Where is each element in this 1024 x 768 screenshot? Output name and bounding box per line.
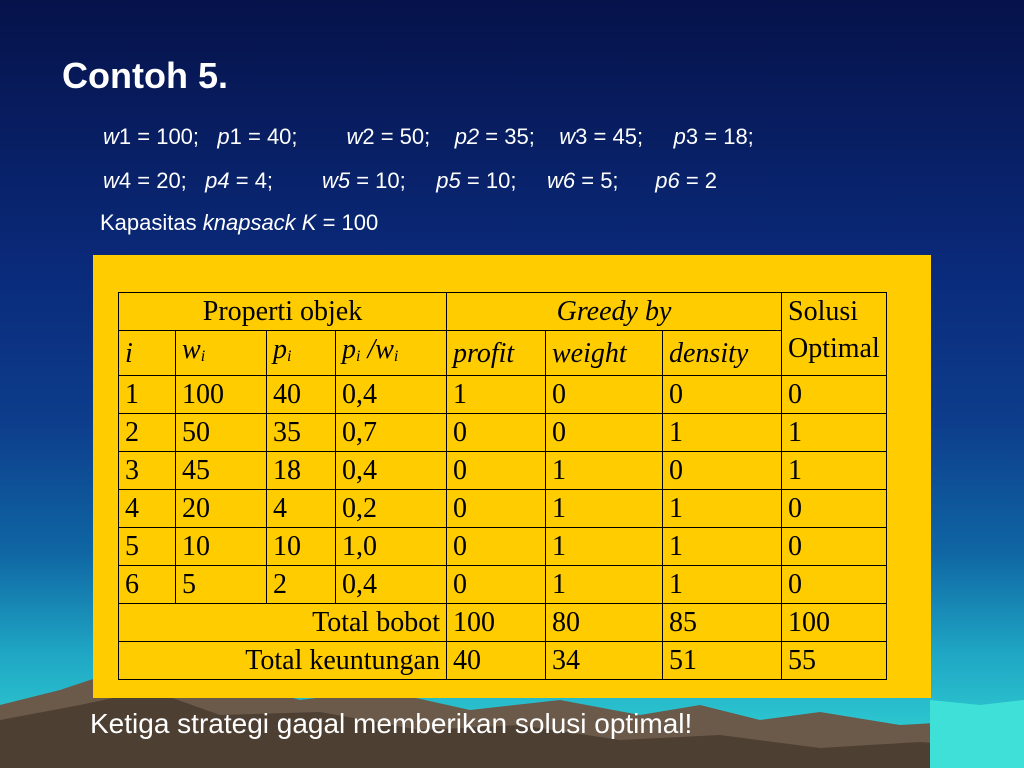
greedy-table (118, 292, 887, 680)
param-w4-val: = 20; (131, 168, 187, 193)
column-header-row (119, 331, 887, 376)
cell: 1 (546, 528, 663, 566)
param-w3-idx: 3 (575, 124, 588, 149)
cell: 1 (546, 490, 663, 528)
cell: 0 (782, 376, 887, 414)
param-w4-idx: 4 (118, 168, 132, 193)
cell: 1 (782, 452, 887, 490)
table-row (119, 528, 887, 566)
cell: 2 (119, 414, 176, 452)
cell: 34 (546, 642, 663, 680)
cell: 85 (663, 604, 782, 642)
table-row (119, 490, 887, 528)
header-pi-wi (336, 331, 447, 376)
cell: 0,7 (336, 414, 447, 452)
header-greedy-by: Greedy by (447, 293, 782, 331)
capacity-word: knapsack K (202, 210, 317, 235)
cell: 0 (546, 414, 663, 452)
param-p3-val: = 18; (698, 124, 754, 149)
cell: 0 (782, 528, 887, 566)
param-w4-var: w (103, 168, 119, 193)
param-w3-val: = 45; (587, 124, 644, 149)
param-w5-var: w5 (321, 168, 351, 193)
param-w1-var: w (103, 124, 119, 149)
header-solusi-line2: Optimal (788, 333, 880, 364)
cell: 50 (176, 414, 267, 452)
cell: 0,4 (336, 566, 447, 604)
param-p4-var: p4 (205, 168, 230, 193)
header-solusi-line1: Solusi (788, 296, 859, 327)
header-pw-sub2: i (393, 348, 399, 365)
cell: 1 (546, 566, 663, 604)
param-w2-val: = 50; (374, 124, 431, 149)
param-w2-var: w (346, 124, 363, 149)
header-pi (267, 331, 336, 376)
param-p2-var: p2 (454, 124, 480, 149)
header-wi-sub: i (200, 348, 206, 365)
cell: 0 (447, 566, 546, 604)
cell: 100 (782, 604, 887, 642)
capacity-suffix: = 100 (316, 210, 379, 235)
param-p6-var: p6 (655, 168, 680, 193)
group-header-row (119, 293, 887, 331)
cell: 40 (267, 376, 336, 414)
capacity-prefix: Kapasitas (100, 210, 203, 235)
param-w6-val: = 5; (575, 168, 619, 193)
cell: 100 (176, 376, 267, 414)
header-wi-var: w (182, 334, 201, 365)
param-w1-idx: 1 (118, 124, 132, 149)
total-bobot-label: Total bobot (119, 604, 447, 642)
cell: 10 (267, 528, 336, 566)
cell: 0 (663, 376, 782, 414)
header-pw-sub1: i (356, 348, 361, 365)
header-wi (176, 331, 267, 376)
cell: 1 (663, 490, 782, 528)
cell: 2 (267, 566, 336, 604)
param-p5-var: p5 (436, 168, 461, 193)
param-p1-var: p (217, 124, 230, 149)
header-profit: profit (447, 331, 546, 376)
slide-title: Contoh 5. (62, 55, 228, 96)
param-w3-var: w (559, 124, 576, 149)
cell: 1 (663, 528, 782, 566)
cell: 0,4 (336, 376, 447, 414)
cell: 40 (447, 642, 546, 680)
cell: 1 (663, 414, 782, 452)
cell: 5 (176, 566, 267, 604)
param-p1-val: = 40; (241, 124, 298, 149)
cell: 0,4 (336, 452, 447, 490)
param-w1-val: = 100; (131, 124, 200, 149)
parameters-line-1 (103, 124, 754, 150)
cell: 51 (663, 642, 782, 680)
cell: 5 (119, 528, 176, 566)
header-density: density (663, 331, 782, 376)
total-bobot-row (119, 604, 887, 642)
parameters-line-2 (103, 168, 717, 194)
param-p3-var: p (673, 124, 686, 149)
table-row (119, 452, 887, 490)
cell: 1 (447, 376, 546, 414)
param-w2-idx: 2 (362, 124, 375, 149)
cell: 100 (447, 604, 546, 642)
table-row (119, 414, 887, 452)
param-p1-idx: 1 (229, 124, 242, 149)
cell: 45 (176, 452, 267, 490)
cell: 4 (119, 490, 176, 528)
cell: 0 (447, 414, 546, 452)
cell: 55 (782, 642, 887, 680)
header-properti-objek: Properti objek (119, 293, 447, 331)
conclusion-text: Ketiga strategi gagal memberikan solusi optimal! (90, 708, 693, 739)
param-w5-val: = 10; (350, 168, 406, 193)
header-weight: weight (546, 331, 663, 376)
cell: 1 (782, 414, 887, 452)
cell: 0 (447, 490, 546, 528)
header-pi-var: p (273, 334, 287, 365)
cell: 0 (447, 528, 546, 566)
header-solusi-optimal (782, 293, 887, 376)
total-keuntungan-row (119, 642, 887, 680)
param-p6-val: = 2 (679, 168, 718, 193)
cell: 1 (119, 376, 176, 414)
cell: 0 (663, 452, 782, 490)
cell: 1 (663, 566, 782, 604)
table-row (119, 376, 887, 414)
cell: 6 (119, 566, 176, 604)
cell: 3 (119, 452, 176, 490)
header-pw-slash: /w (360, 334, 394, 365)
header-pi-sub: i (287, 348, 292, 365)
header-pw-p: p (342, 334, 356, 365)
cell: 0 (782, 566, 887, 604)
cell: 1,0 (336, 528, 447, 566)
cell: 1 (546, 452, 663, 490)
cell: 35 (267, 414, 336, 452)
param-p4-val: = 4; (229, 168, 274, 193)
param-p2-val: = 35; (479, 124, 535, 149)
capacity-line (100, 210, 378, 236)
total-keuntungan-label: Total keuntungan (119, 642, 447, 680)
header-i: i (119, 331, 176, 376)
param-w6-var: w6 (547, 168, 576, 193)
cell: 18 (267, 452, 336, 490)
param-p5-val: = 10; (460, 168, 517, 193)
cell: 10 (176, 528, 267, 566)
cell: 4 (267, 490, 336, 528)
cell: 0 (447, 452, 546, 490)
cell: 0 (782, 490, 887, 528)
cell: 0 (546, 376, 663, 414)
table-row (119, 566, 887, 604)
param-p3-idx: 3 (685, 124, 699, 149)
cell: 0,2 (336, 490, 447, 528)
cell: 80 (546, 604, 663, 642)
cell: 20 (176, 490, 267, 528)
